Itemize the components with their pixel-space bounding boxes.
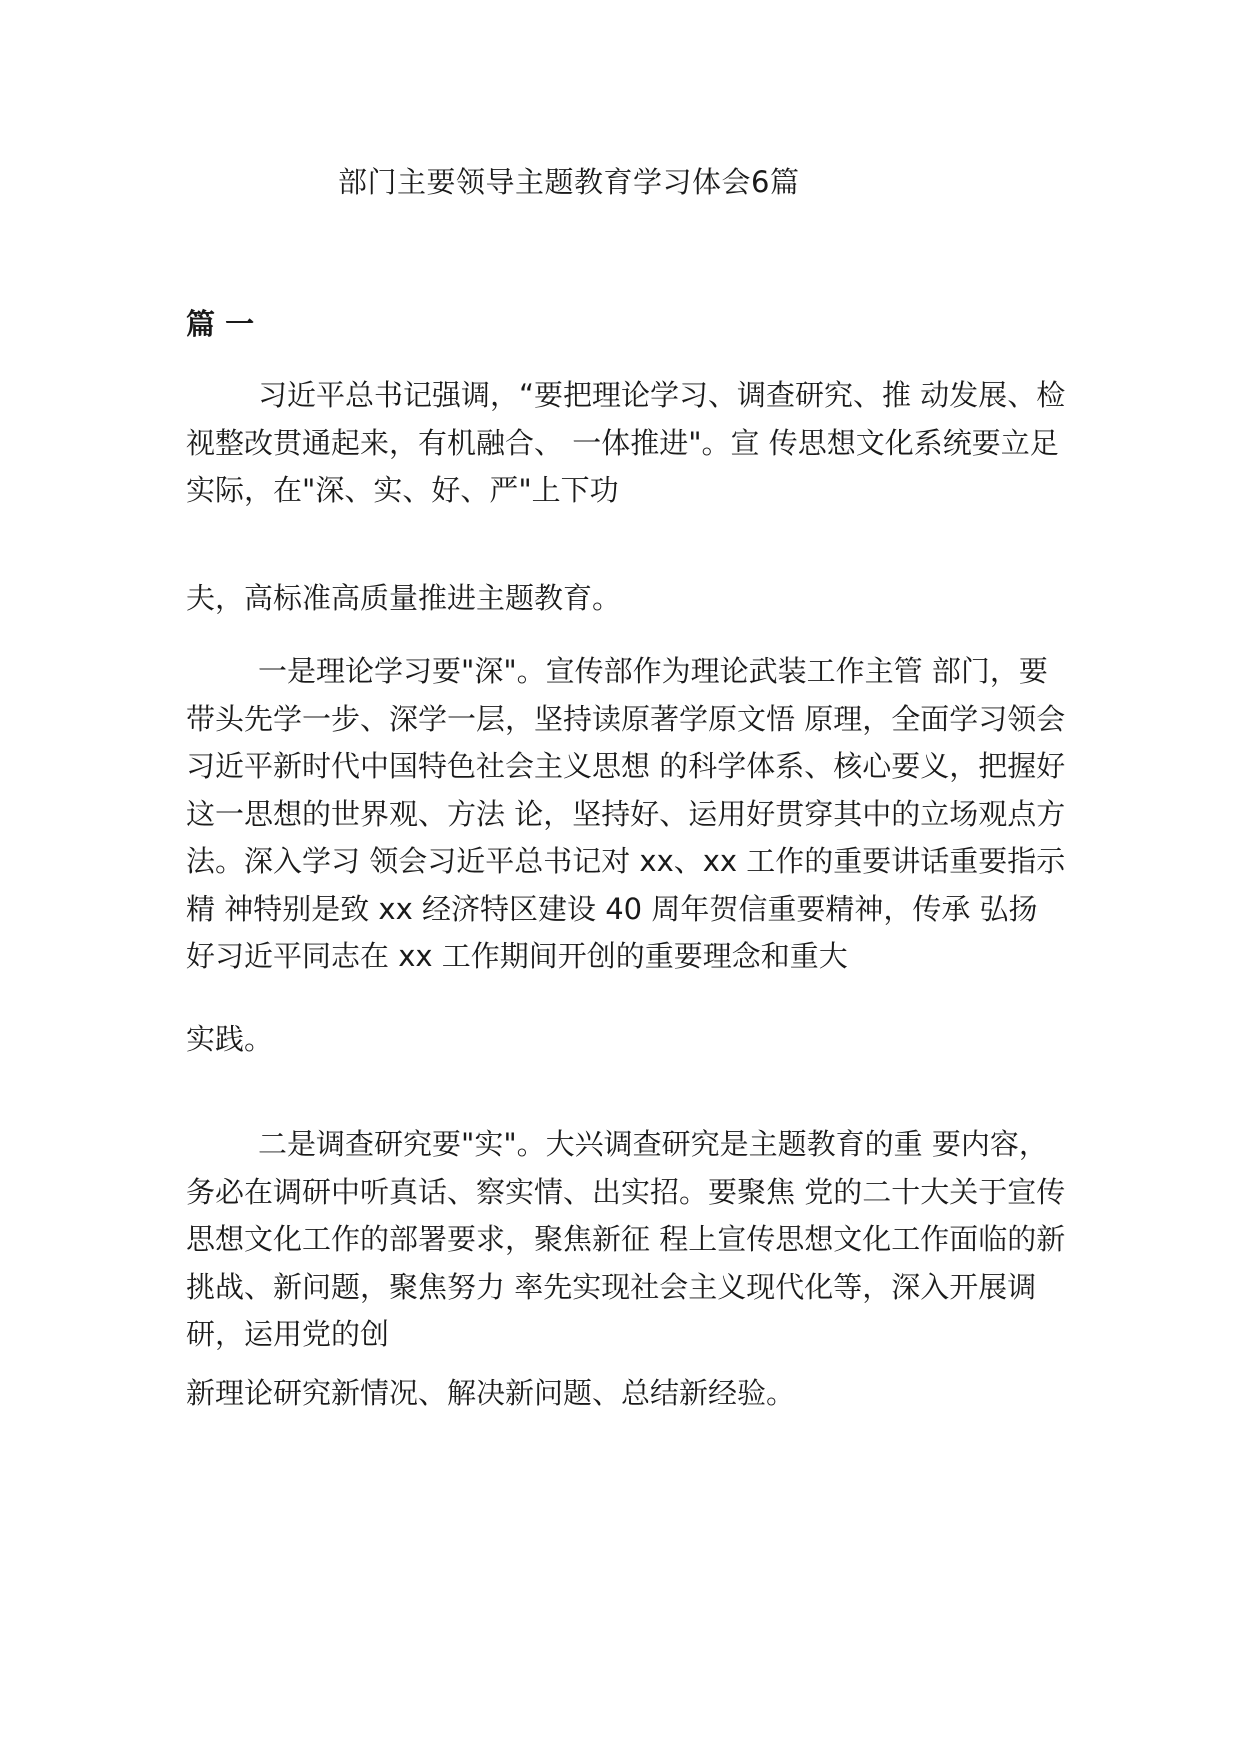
paragraph-3 (186, 1121, 1066, 1359)
paragraph-line: 新理论研究新情况、解决新问题、总结新经验。 (186, 1376, 796, 1410)
paragraph-line: 视整改贯通起来，有机融合、 一体推进"。宣 传思想文化系统要立足 (186, 425, 1059, 460)
paragraph-line: 实际，在"深、实、好、严"上下功 (186, 473, 619, 507)
document-title: 部门主要领导主题教育学习体会6篇 (338, 165, 800, 199)
paragraph-line: 带头先学一步、深学一层，坚持读原著学原文悟 原理，全面学习领会 (186, 701, 1066, 736)
paragraph-line: 务必在调研中听真话、察实情、出实招。要聚焦 党的二十大关于宣传 (186, 1174, 1066, 1209)
paragraph-line: 一是理论学习要"深"。宣传部作为理论武装工作主管 部门，要 (258, 654, 1048, 688)
section-heading: 篇 一 (186, 307, 255, 341)
paragraph-line: 习近平新时代中国特色社会主义思想 的科学体系、核心要义，把握好 (186, 749, 1066, 783)
paragraph-line: 夫，高标准高质量推进主题教育。 (186, 581, 622, 615)
paragraph-line: 挑战、新问题，聚焦努力 率先实现社会主义现代化等，深入开展调 (186, 1269, 1037, 1304)
paragraph-1-continuation (186, 575, 1056, 623)
paragraph-line: 思想文化工作的部署要求，聚焦新征 程上宣传思想文化工作面临的新 (186, 1222, 1066, 1256)
paragraph-line: 习近平总书记强调，“要把理论学习、调查研究、推 动发展、检 (258, 378, 1066, 412)
paragraph-line: 实践。 (186, 1022, 274, 1056)
paragraph-3-continuation (186, 1370, 1056, 1418)
paragraph-line: 二是调查研究要"实"。大兴调查研究是主题教育的重 要内容， (258, 1127, 1048, 1161)
paragraph-line: 好习近平同志在 xx 工作期间开创的重要理念和重大 (186, 939, 848, 973)
paragraph-line: 法。深入学习 领会习近平总书记对 xx、xx 工作的重要讲话重要指示 (186, 844, 1066, 878)
paragraph-1 (186, 372, 1066, 515)
paragraph-line: 这一思想的世界观、方法 论，坚持好、运用好贯穿其中的立场观点方 (186, 796, 1066, 831)
paragraph-line: 精 神特别是致 xx 经济特区建设 40 周年贺信重要精神，传承 弘扬 (186, 891, 1038, 926)
paragraph-2-continuation (186, 1016, 1056, 1064)
paragraph-line: 研，运用党的创 (186, 1317, 390, 1351)
paragraph-2 (186, 648, 1066, 981)
